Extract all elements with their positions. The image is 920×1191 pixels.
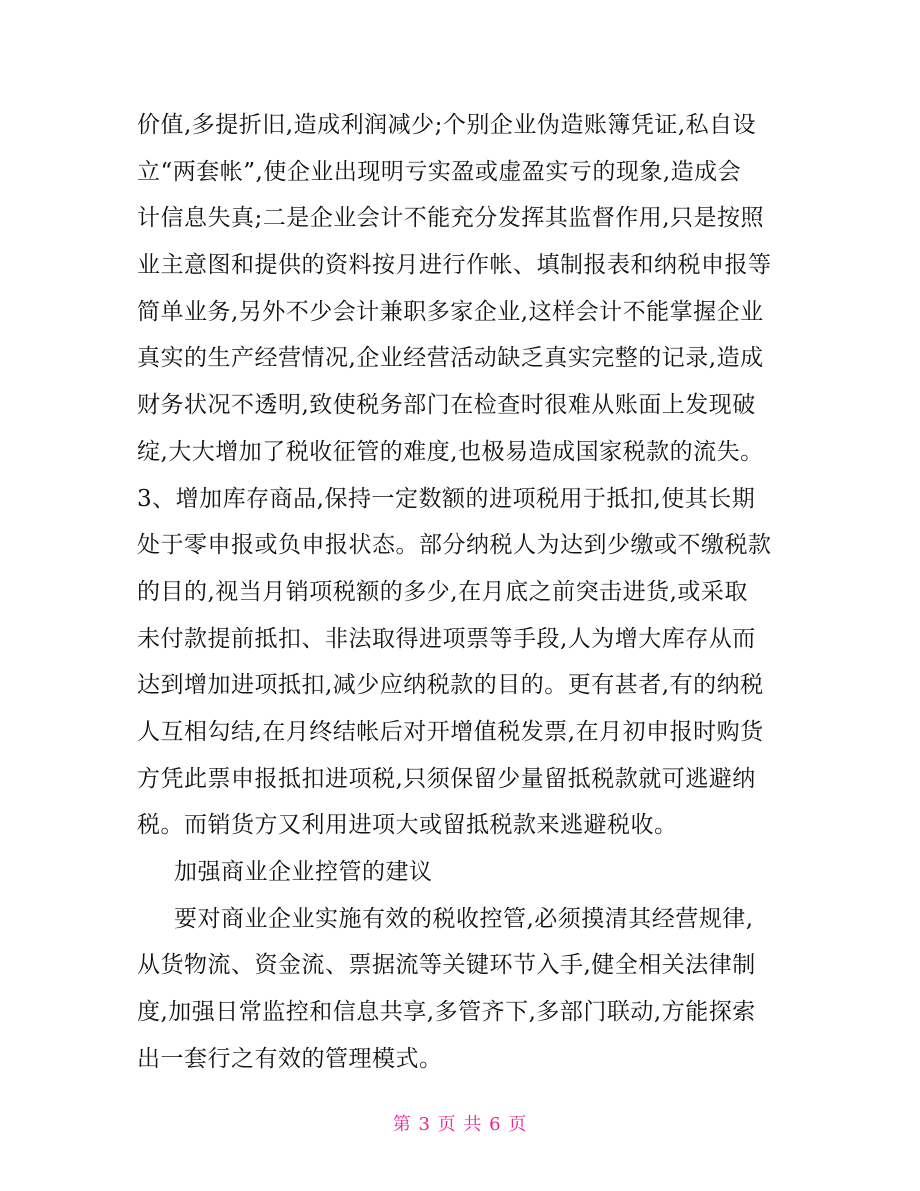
text-line: 业主意图和提供的资料按月进行作帐、填制报表和纳税申报等 (137, 252, 772, 279)
text-line: 财务状况不透明,致使税务部门在检查时很难从账面上发现破 (137, 392, 756, 419)
text-line: 出一套行之有效的管理模式。 (137, 1045, 443, 1072)
text-line: 从货物流、资金流、票据流等关键环节入手,健全相关法律制 (137, 952, 756, 979)
text-line: 简单业务,另外不少会计兼职多家企业,这样会计不能掌握企业 (137, 298, 764, 325)
text-line: 价值,多提折旧,造成利润减少;个别企业伪造账簿凭证,私自设 (137, 112, 757, 138)
text-line: 立“两套帐”,使企业出现明亏实盈或虚盈实亏的现象,造成会 (137, 158, 742, 185)
text-line: 人互相勾结,在月终结帐后对开增值税发票,在月初申报时购货 (137, 718, 764, 745)
text-line: 要对商业企业实施有效的税收控管,必须摸清其经营规律, (174, 905, 754, 932)
text-line: 未付款提前抵扣、非法取得进项票等手段,人为增大库存从而 (137, 625, 756, 652)
text-line: 真实的生产经营情况,企业经营活动缺乏真实完整的记录,造成 (137, 345, 764, 372)
text-line: 的目的,视当月销项税额的多少,在月底之前突击进货,或采取 (137, 578, 748, 605)
text-line: 处于零申报或负申报状态。部分纳税人为达到少缴或不缴税款 (137, 532, 772, 559)
document-body (137, 102, 785, 1082)
section-heading: 加强商业企业控管的建议 (174, 859, 433, 885)
text-line: 计信息失真;二是企业会计不能充分发挥其监督作用,只是按照 (137, 205, 765, 232)
text-line: 税。而销货方又利用进项大或留抵税款来逃避税收。 (137, 812, 678, 839)
text-line: 绽,大大增加了税收征管的难度,也极易造成国家税款的流失。 (137, 438, 764, 465)
text-line: 度,加强日常监控和信息共享,多管齐下,多部门联动,方能探索 (137, 999, 756, 1026)
text-line: 方凭此票申报抵扣进项税,只须保留少量留抵税款就可逃避纳 (137, 765, 756, 792)
page-number-footer: 第 3 页 共 6 页 (392, 1114, 528, 1135)
text-line: 达到增加进项抵扣,减少应纳税款的目的。更有甚者,有的纳税 (137, 672, 764, 699)
text-line: 3、增加库存商品,保持一定数额的进项税用于抵扣,使其长期 (137, 485, 756, 512)
